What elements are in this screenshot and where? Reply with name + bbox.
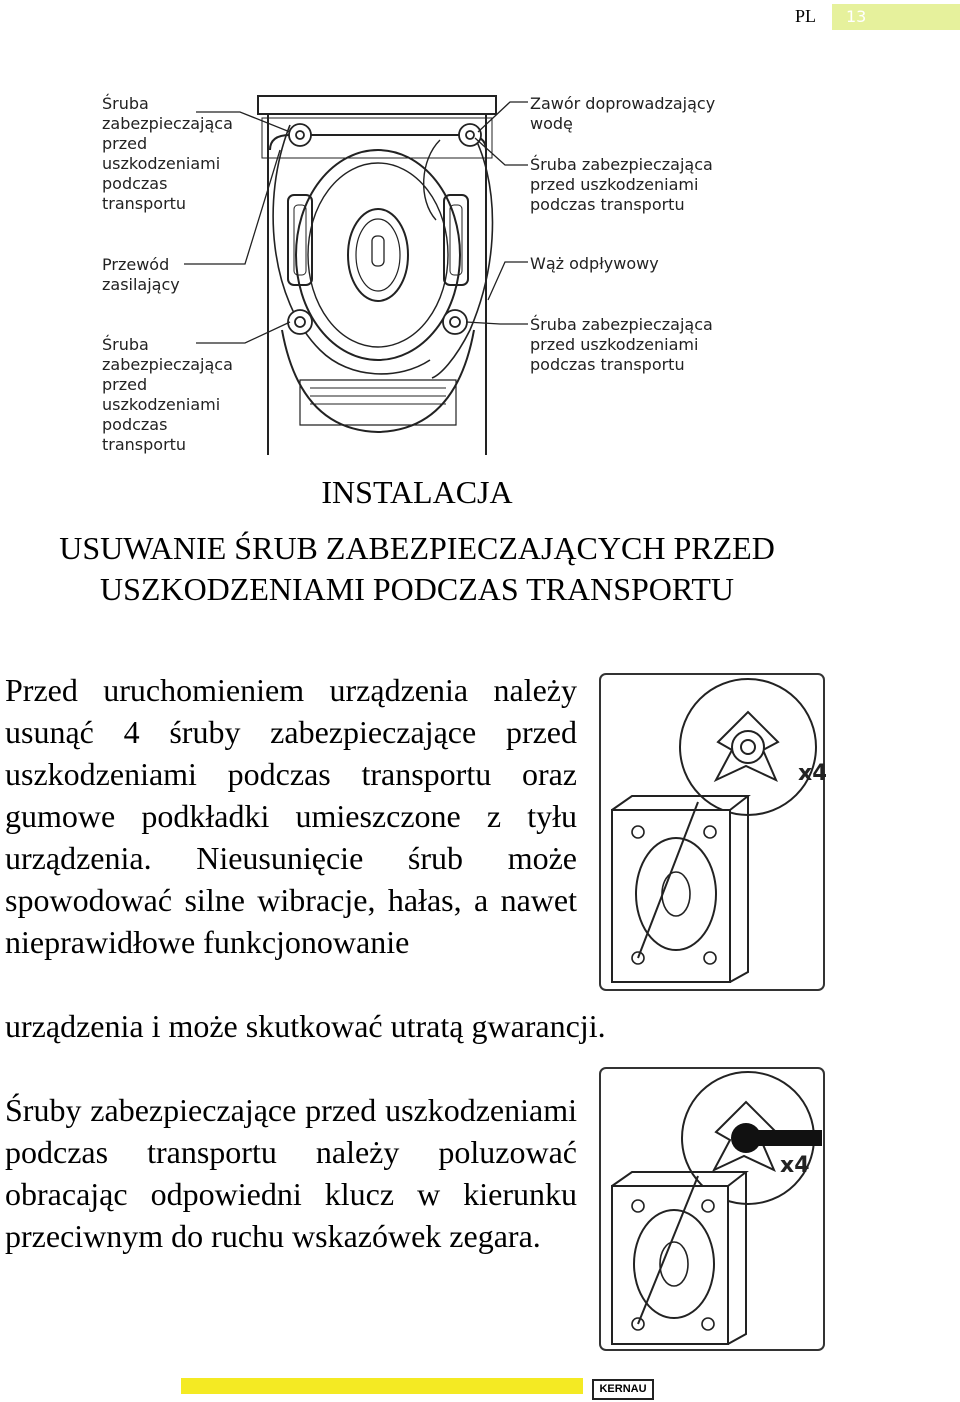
footer-accent-bar — [181, 1378, 583, 1394]
paragraph-removal-warning: Przed uruchomieniem urządzenia należy usunąć 4 śruby zabezpieczające przed uszkodzeniami podczas transportu oraz gumowe podkładki umieszczone z tyłu urządzenia. Nieusunięcie śrub może spowodować silne wibracje, hałas, a nawet nieprawidłowe funkcjonowanie — [5, 672, 577, 960]
label-water-valve: Zawór doprowadzający wodę — [530, 94, 716, 133]
multiplier-label: x4 — [780, 1153, 810, 1178]
language-code: PL — [795, 6, 817, 26]
label-screw-bottom-right: Śruba zabezpieczająca przed uszkodzeniami podczas transportu — [530, 315, 713, 374]
screw-location-illustration — [598, 672, 826, 992]
paragraph-removal-warning-tail: urządzenia i może skutkować utratą gwarancji. — [5, 1008, 606, 1044]
multiplier-label: x4 — [798, 761, 826, 786]
brand-logo: KERNAU — [592, 1379, 654, 1400]
label-power-cord: Przewód zasilający — [102, 255, 180, 294]
label-drain-hose: Wąż odpływowy — [530, 254, 659, 273]
loosen-screw-illustration — [598, 1066, 826, 1352]
label-screw-top-left: Śruba zabezpieczająca przed uszkodzeniami podczas transportu — [102, 94, 233, 213]
figure-screw-location — [598, 672, 826, 992]
page-number-badge: 13 — [832, 4, 960, 30]
label-screw-top-right: Śruba zabezpieczająca przed uszkodzeniami podczas transportu — [530, 155, 713, 214]
label-screw-bottom-left: Śruba zabezpieczająca przed uszkodzeniami podczas transportu — [102, 335, 233, 454]
section-subtitle: USUWANIE ŚRUB ZABEZPIECZAJĄCYCH PRZED USZKODZENIAMI PODCZAS TRANSPORTU — [59, 530, 775, 607]
figure-loosen-screw — [598, 1066, 826, 1352]
paragraph-loosen-instruction: Śruby zabezpieczające przed uszkodzeniami podczas transportu należy poluzować obracając odpowiedni klucz w kierunku przeciwnym do ruchu wskazówek zegara. — [5, 1092, 577, 1254]
section-title: INSTALACJA — [321, 474, 513, 510]
